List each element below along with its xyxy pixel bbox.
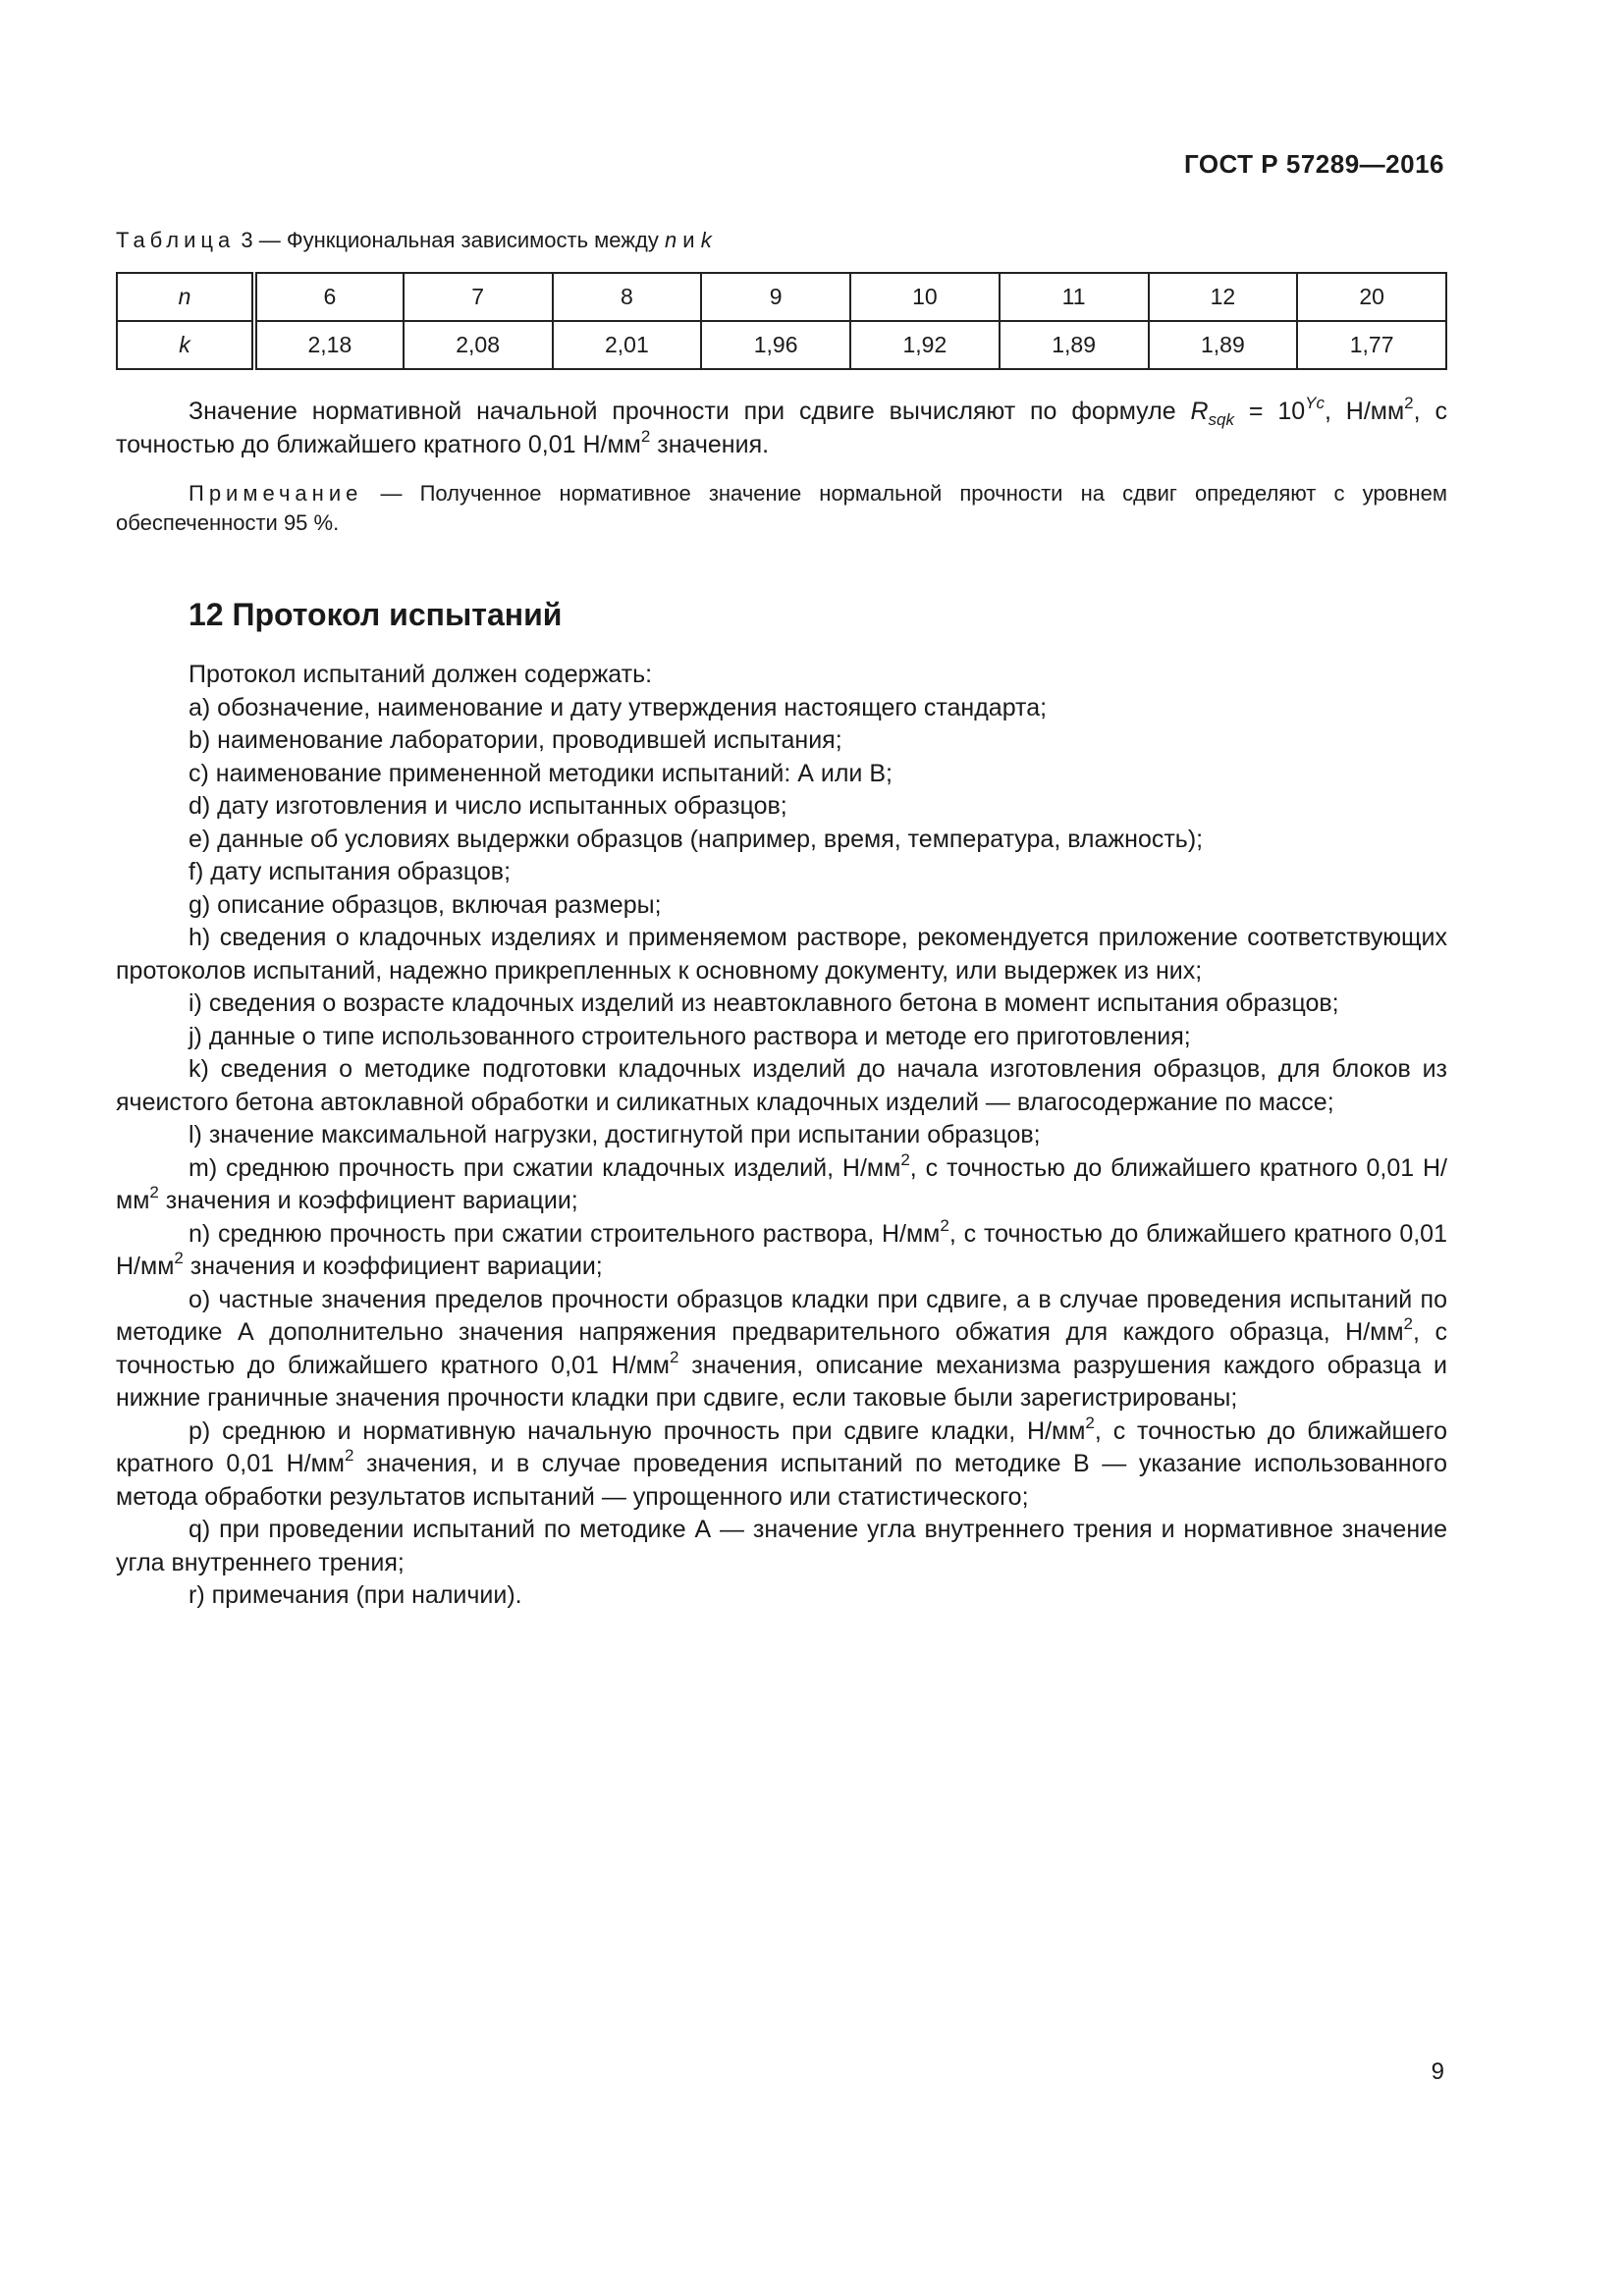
- table-cell: 2,01: [553, 321, 702, 369]
- table-row-label: k: [117, 321, 254, 369]
- list-item: j) данные о типе использованного строительного раствора и методе его приготовления;: [189, 1022, 1191, 1050]
- table-cell: 12: [1149, 273, 1298, 321]
- table-cell: 8: [553, 273, 702, 321]
- table-caption-var-k: k: [700, 228, 712, 252]
- protocol-intro: Протокол испытаний должен содержать:: [189, 661, 653, 688]
- list-item: o) частные значения пределов прочности образцов кладки при сдвиге, а в случае проведения испытаний по методике А дополнительно значения напряжения предварительного обжатия для каждого образца, $Н/мм^2$, с точностью до ближайшего кратного 0,01 $Н/мм^2$ значения, описание механизма разрушения каждого образца и нижние граничные значения прочности кладки при сдвиге, если таковые были зарегистрированы;: [116, 1285, 1448, 1412]
- list-item: c) наименование примененной методики испытаний: А или В;: [189, 759, 893, 787]
- standard-number: ГОСТ Р 57289—2016: [1183, 149, 1444, 179]
- list-item: r) примечания (при наличии).: [189, 1581, 522, 1609]
- table-caption-text: 3 — Функциональная зависимость между: [235, 228, 665, 252]
- table-cell: 2,08: [404, 321, 553, 369]
- list-item: p) среднюю и нормативную начальную прочность при сдвиге кладки, $Н/мм^2$, с точностью до ближайшего кратного 0,01 $Н/мм^2$ значения, и в случае проведения испытаний по методике В — указание использованного метода обработки результатов испытаний — упрощенного или статистического;: [116, 1413, 1447, 1511]
- list-item: a) обозначение, наименование и дату утверждения настоящего стандарта;: [189, 693, 1048, 721]
- formula-text: Значение нормативной начальной прочности при сдвиге вычисляют по формуле $R_{sqk} = 10^{Yc}$, $Н/мм^2$, с точностью до ближайшего кратного 0,01 $Н/мм^2$ значения.: [116, 394, 1447, 458]
- table-cell: 6: [254, 273, 404, 321]
- table-caption-var-n: n: [664, 228, 677, 252]
- formula-paragraph: [116, 396, 1447, 461]
- table-cell: 9: [701, 273, 850, 321]
- list-item: l) значение максимальной нагрузки, достигнутой при испытании образцов;: [189, 1121, 1041, 1148]
- section-title: 12 Протокол испытаний: [189, 597, 563, 632]
- list-item: q) при проведении испытаний по методике А — значение угла внутреннего трения и нормативное значение угла внутреннего трения;: [116, 1516, 1447, 1576]
- table-cell: 20: [1297, 273, 1446, 321]
- table-cell: 1,77: [1297, 321, 1446, 369]
- table-row-k: [117, 321, 1446, 369]
- table-cell: 10: [850, 273, 1000, 321]
- table-cell: 7: [404, 273, 553, 321]
- note-label: Примечание: [189, 481, 363, 506]
- table-cell: 1,92: [850, 321, 1000, 369]
- note: [116, 479, 1447, 538]
- list-item: d) дату изготовления и число испытанных образцов;: [189, 792, 787, 820]
- table-row-n: [117, 273, 1446, 321]
- list-item: m) среднюю прочность при сжатии кладочных изделий, $Н/мм^2$, с точностью до ближайшего кратного 0,01 $Н/мм^2$ значения и коэффициент вариации;: [116, 1149, 1447, 1214]
- table-caption-label: Таблица: [116, 228, 236, 252]
- table-cell: 2,18: [254, 321, 404, 369]
- note-text: — Полученное нормативное значение нормальной прочности на сдвиг определяют с уровнем обеспеченности 95 %.: [116, 481, 1447, 535]
- list-item: i) сведения о возрасте кладочных изделий из неавтоклавного бетона в момент испытания образцов;: [189, 989, 1339, 1017]
- table-caption: [116, 228, 712, 253]
- page-number: 9: [1431, 2058, 1444, 2085]
- table-cell: 1,89: [1149, 321, 1298, 369]
- list-item: n) среднюю прочность при сжатии строительного раствора, $Н/мм^2$, с точностью до ближайшего кратного 0,01 $Н/мм^2$ значения и коэффициент вариации;: [116, 1215, 1447, 1280]
- table-cell: 1,89: [1000, 321, 1149, 369]
- protocol-list: [116, 659, 1447, 1613]
- list-item: e) данные об условиях выдержки образцов (например, время, температура, влажность);: [189, 825, 1204, 853]
- n-k-table: [116, 272, 1447, 370]
- list-item: h) сведения о кладочных изделиях и применяемом растворе, рекомендуется приложение соответствующих протоколов испытаний, надежно прикрепленных к основному документу, или выдержек из них;: [116, 924, 1447, 985]
- list-item: k) сведения о методике подготовки кладочных изделий до начала изготовления образцов, для блоков из ячеистого бетона автоклавной обработки и силикатных кладочных изделий — влагосодержание по массе;: [116, 1055, 1447, 1116]
- table-caption-and: и: [677, 228, 701, 252]
- list-item: f) дату испытания образцов;: [189, 858, 512, 885]
- list-item: g) описание образцов, включая размеры;: [189, 890, 662, 919]
- table-row-label: n: [117, 273, 254, 321]
- table-cell: 1,96: [701, 321, 850, 369]
- table-cell: 11: [1000, 273, 1149, 321]
- list-item: b) наименование лаборатории, проводившей испытания;: [189, 726, 842, 754]
